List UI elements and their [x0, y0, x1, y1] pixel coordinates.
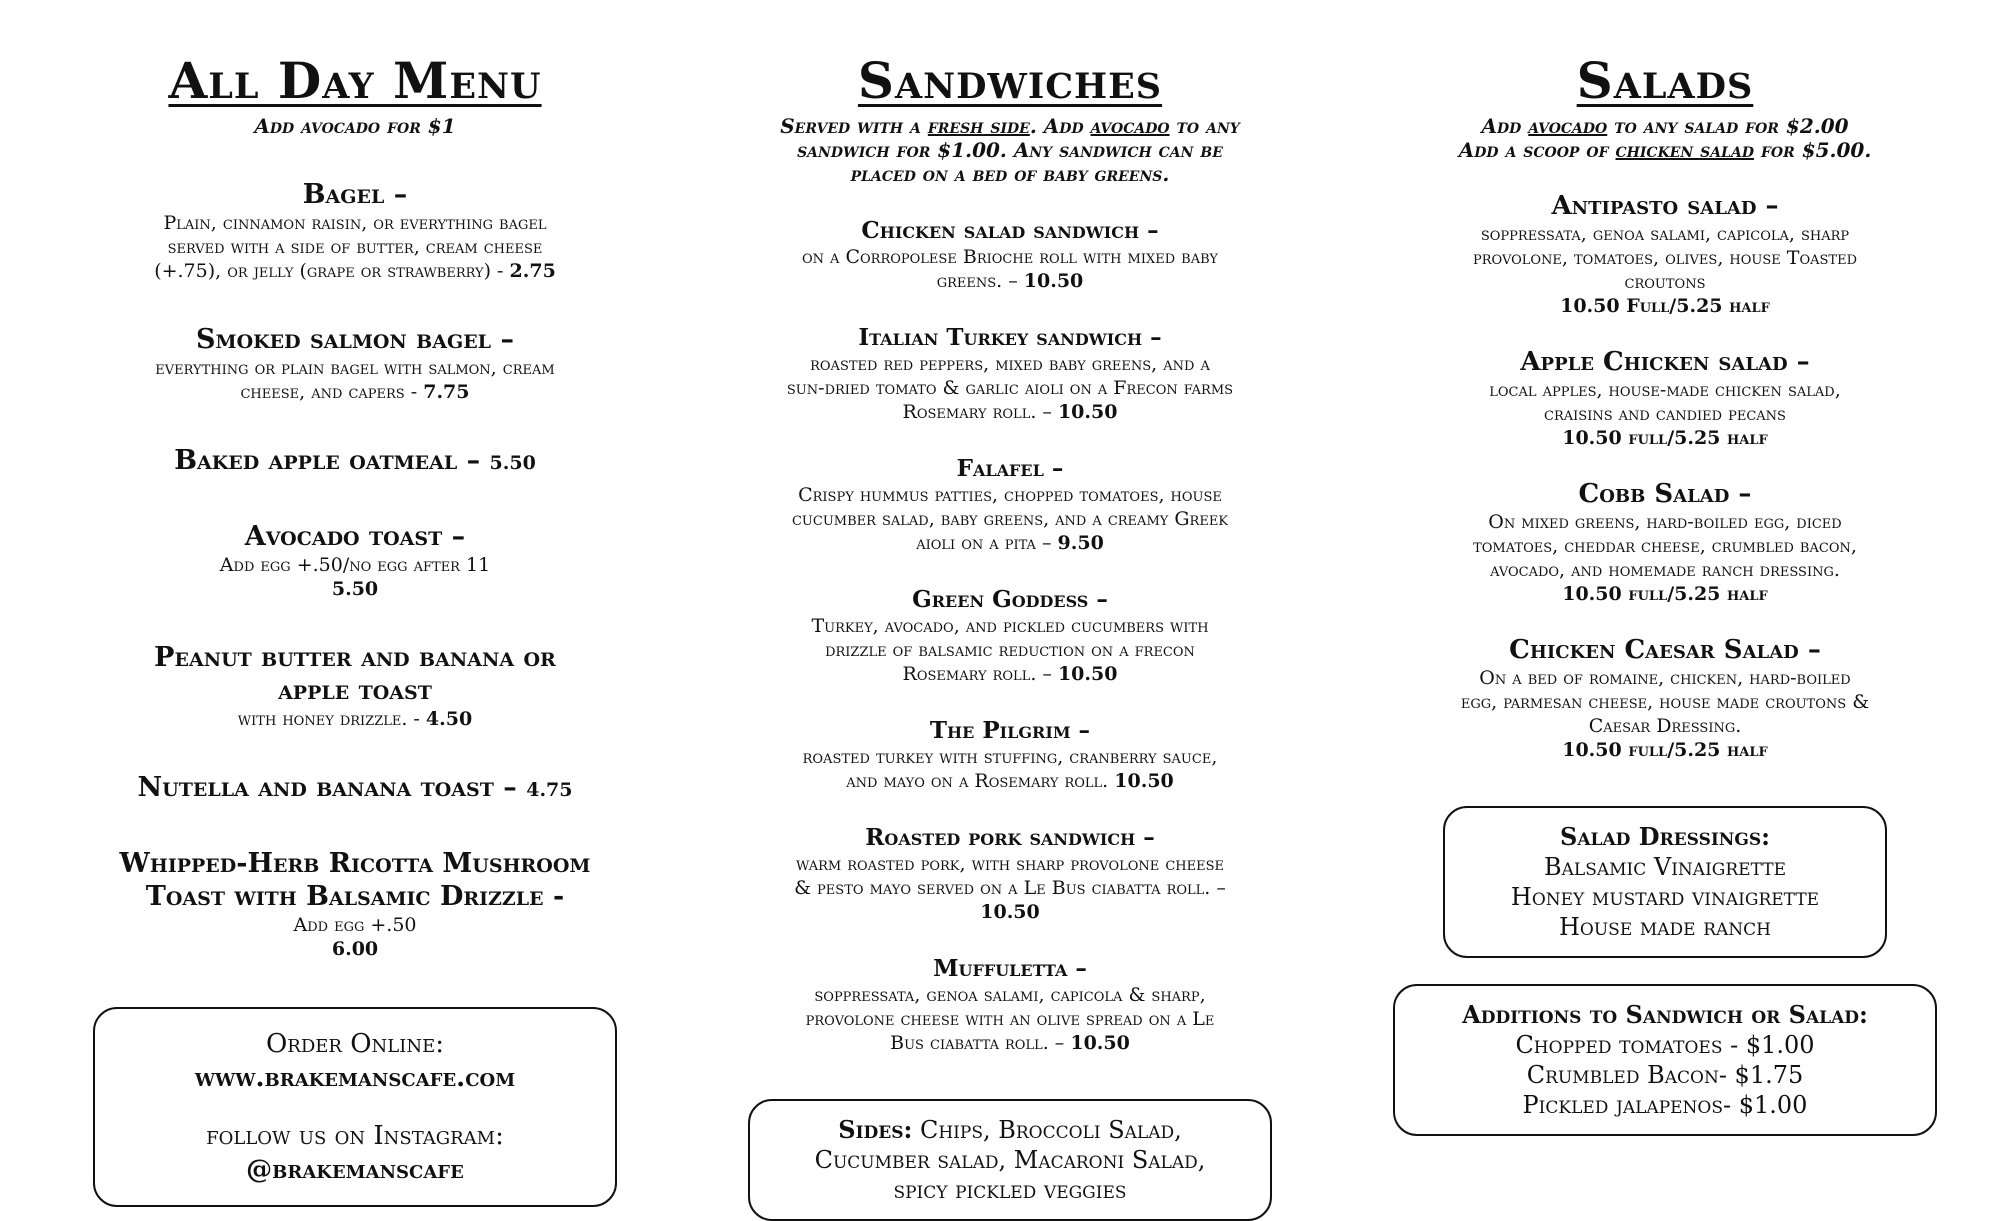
- item-price: 7.75: [423, 380, 470, 403]
- item-name: Chicken Caesar Salad –: [1509, 634, 1821, 665]
- addition-option: Crumbled Bacon- $1.75: [1526, 1060, 1804, 1089]
- all-day-menu-title: All Day Menu: [168, 51, 542, 110]
- menu-item-avocado-toast: [60, 520, 650, 601]
- menu-item-chicken-salad-sandwich: [715, 216, 1305, 293]
- instagram-label: follow us on Instagram:: [206, 1120, 504, 1151]
- order-online-label: Order Online:: [265, 1028, 445, 1059]
- item-name: Apple Chicken salad –: [1520, 346, 1810, 377]
- item-description: on a Corropolese Brioche roll with mixed baby greens. – 10.50: [801, 245, 1219, 292]
- menu-item-ricotta-mushroom-toast: [60, 847, 650, 961]
- menu-item-falafel: [715, 454, 1305, 555]
- item-description: On mixed greens, hard-boiled egg, diced tomatoes, cheddar cheese, crumbled bacon, avocado, and homemade ranch dressing.: [1473, 510, 1857, 581]
- menu-item-the-pilgrim: [715, 716, 1305, 793]
- item-price: 5.50: [331, 577, 379, 600]
- menu-item-baked-apple-oatmeal: [60, 444, 650, 480]
- item-price: 10.50 full/5.25 half: [1562, 426, 1768, 449]
- menu-item-nutella-toast: [60, 771, 650, 807]
- item-price: 5.50: [489, 451, 536, 474]
- sandwiches-column: [715, 52, 1305, 1221]
- item-description: Crispy hummus patties, chopped tomatoes, house cucumber salad, baby greens, and a creamy Greek aioli on a pita – 9.50: [791, 483, 1229, 554]
- item-name: Green Goddess –: [912, 585, 1108, 613]
- item-description: local apples, house-made chicken salad, craisins and candied pecans: [1489, 378, 1841, 425]
- item-description: soppressata, genoa salami, capicola & sharp, provolone cheese with an olive spread on a Le Bus ciabatta roll. – 10.50: [805, 983, 1215, 1054]
- menu-item-roasted-pork-sandwich: [715, 823, 1305, 924]
- item-price: 10.50: [980, 900, 1040, 923]
- sides-label: Sides:: [838, 1114, 913, 1144]
- menu-item-green-goddess: [715, 585, 1305, 686]
- item-description: Add egg +.50/no egg after 11 5.50: [219, 553, 491, 600]
- item-price: 10.50: [1057, 662, 1118, 685]
- menu-item-bagel: [60, 178, 650, 283]
- salad-dressings-box: [1443, 806, 1887, 958]
- item-description: Turkey, avocado, and pickled cucumbers with drizzle of balsamic reduction on a frecon Rosemary roll. – 10.50: [811, 614, 1209, 685]
- item-name: Italian Turkey sandwich –: [858, 323, 1162, 351]
- item-name: Peanut butter and banana or apple toast: [154, 641, 556, 706]
- additions-title: Additions to Sandwich or Salad:: [1462, 999, 1868, 1029]
- additions-box: [1393, 984, 1937, 1136]
- item-name: Whipped-Herb Ricotta Mushroom Toast with Balsamic Drizzle -: [119, 847, 591, 912]
- item-price: 10.50: [1114, 769, 1174, 792]
- item-name: Avocado toast –: [244, 520, 466, 552]
- dressing-option: Balsamic Vinaigrette: [1544, 852, 1786, 881]
- menu-item-cobb-salad: [1370, 478, 1960, 606]
- item-price: 10.50 full/5.25 half: [1562, 582, 1768, 605]
- item-name: Smoked salmon bagel –: [196, 323, 514, 355]
- item-name: The Pilgrim –: [929, 716, 1091, 744]
- item-price: 4.75: [526, 778, 573, 801]
- menu-item-chicken-caesar-salad: [1370, 634, 1960, 762]
- item-name: Bagel –: [302, 178, 408, 210]
- item-name: Chicken salad sandwich –: [861, 216, 1159, 244]
- menu-item-antipasto-salad: [1370, 190, 1960, 318]
- item-name: Muffuletta –: [933, 954, 1087, 982]
- item-price: 10.50 Full/5.25 half: [1560, 294, 1770, 317]
- item-description: roasted turkey with stuffing, cranberry sauce, and mayo on a Rosemary roll. 10.50: [802, 745, 1218, 792]
- menu-item-peanut-butter-toast: [60, 641, 650, 731]
- item-name: Antipasto salad –: [1551, 190, 1779, 221]
- salads-note: Add avocado to any salad for $2.00 Add a scoop of chicken salad for $5.00.: [1458, 113, 1872, 162]
- item-price: 2.75: [509, 259, 556, 282]
- item-description: soppressata, genoa salami, capicola, sharp provolone, tomatoes, olives, house Toasted croutons: [1472, 222, 1858, 293]
- item-price: 10.50 full/5.25 half: [1562, 738, 1768, 761]
- item-price: 10.50: [1023, 269, 1084, 292]
- dressing-option: House made ranch: [1558, 912, 1771, 941]
- item-name: Baked apple oatmeal – 5.50: [174, 444, 536, 476]
- addition-option: Pickled jalapenos- $1.00: [1522, 1090, 1808, 1119]
- item-price: 10.50: [1070, 1031, 1130, 1054]
- item-description: On a bed of romaine, chicken, hard-boiled egg, parmesan cheese, house made croutons & Caesar Dressing.: [1460, 666, 1870, 737]
- item-price: 10.50: [1057, 400, 1118, 423]
- item-description: everything or plain bagel with salmon, cream cheese, and capers - 7.75: [155, 356, 555, 403]
- order-online-box: [93, 1007, 617, 1207]
- item-name: Nutella and banana toast – 4.75: [137, 771, 573, 803]
- instagram-handle[interactable]: @brakemanscafe: [246, 1154, 464, 1185]
- item-description: with honey drizzle. - 4.50: [237, 707, 473, 730]
- sides-box: [748, 1099, 1272, 1221]
- item-name: Roasted pork sandwich –: [865, 823, 1155, 851]
- menu-item-muffuletta: [715, 954, 1305, 1055]
- item-price: 4.50: [425, 707, 473, 730]
- item-price: 9.50: [1057, 531, 1104, 554]
- salad-dressings-title: Salad Dressings:: [1560, 821, 1770, 851]
- item-description: roasted red peppers, mixed baby greens, and a sun-dried tomato & garlic aioli on a Frecon farms Rosemary roll. – 10.50: [786, 352, 1234, 423]
- item-description: Plain, cinnamon raisin, or everything bagel served with a side of butter, cream cheese (+.75), or jelly (grape or strawberry) - 2.75: [154, 211, 556, 282]
- item-name: Falafel –: [956, 454, 1064, 482]
- all-day-menu-note: Add avocado for $1: [254, 113, 456, 138]
- item-price: 6.00: [331, 937, 379, 960]
- website-link[interactable]: www.brakemanscafe.com: [194, 1062, 516, 1093]
- dressing-option: Honey mustard vinaigrette: [1510, 882, 1820, 911]
- sides-text: Sides: Chips, Broccoli Salad, Cucumber salad, Macaroni Salad, spicy pickled veggies: [814, 1114, 1206, 1204]
- salads-column: [1370, 52, 1960, 1136]
- salads-title: Salads: [1576, 51, 1754, 110]
- item-description: warm roasted pork, with sharp provolone cheese & pesto mayo served on a Le Bus ciabatta roll. – 10.50: [794, 852, 1226, 923]
- item-name: Cobb Salad –: [1578, 478, 1752, 509]
- all-day-menu-column: [60, 52, 650, 1207]
- menu-item-italian-turkey-sandwich: [715, 323, 1305, 424]
- addition-option: Chopped tomatoes - $1.00: [1515, 1030, 1815, 1059]
- menu-item-smoked-salmon-bagel: [60, 323, 650, 404]
- sandwiches-title: Sandwiches: [857, 51, 1163, 110]
- menu-item-apple-chicken-salad: [1370, 346, 1960, 450]
- item-description: Add egg +.50 6.00: [293, 913, 417, 960]
- sandwiches-note: Served with a fresh side. Add avocado to any sandwich for $1.00. Any sandwich can be placed on a bed of baby greens.: [780, 113, 1240, 186]
